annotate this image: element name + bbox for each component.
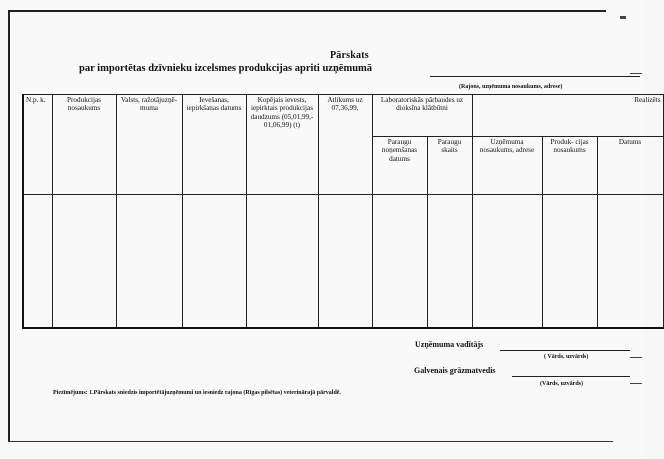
footnote: Piezīmējums: 1.Pārskats sniedzis importētājuzņēmumi un iesniedz rajona (Rīgas pilsētas) veterinārajā pārvaldē. — [53, 390, 341, 396]
frame-left-line — [8, 10, 10, 442]
frame-top-line — [8, 10, 606, 12]
table-cell — [472, 195, 542, 328]
table-row — [23, 195, 663, 328]
head-signature-line — [500, 350, 630, 351]
header-balance: Atlikums uz 07,36,99, — [318, 95, 372, 195]
table-cell — [23, 195, 52, 328]
table-cell — [182, 195, 246, 328]
header-country: Valsts, ražotājuzņē- muma — [116, 95, 182, 195]
header-sample-date: Paraugu noņemšanas datums — [372, 137, 427, 195]
header-total-quantity: Kopējais ievests, iepirktais produkcijas daudzums (05,01,99,- 01,06,99) (t) — [246, 95, 318, 195]
accountant-signature-label: Galvenais grāzmatvedis — [414, 366, 496, 375]
table-cell — [427, 195, 472, 328]
header-lab-group: Laboratoriskās pārbaudes uz dioksīna klātbūtni — [372, 95, 472, 137]
header-np: N.p. k. — [23, 95, 52, 195]
accountant-signature-line — [512, 376, 630, 377]
accountant-signature-note: (Vārds, uzvārds) — [540, 381, 583, 387]
document-subtitle: par importētas dzīvnieku izcelsmes produkcijas apriti uzņēmumā — [79, 63, 373, 74]
table-cell — [246, 195, 318, 328]
table-cell — [318, 195, 372, 328]
table-cell — [597, 195, 663, 328]
table-cell — [542, 195, 597, 328]
header-date: Datums — [597, 137, 663, 195]
header-company-name: Uzņēmuma nosaukums, adrese — [472, 137, 542, 195]
header-realized-group: Realizēts — [472, 95, 663, 137]
header-sample-count: Paraugu skaits — [427, 137, 472, 195]
frame-bottom-line — [8, 441, 613, 442]
table-cell — [372, 195, 427, 328]
edge-dash — [630, 383, 642, 384]
edge-dash — [630, 357, 642, 358]
report-table — [22, 94, 664, 329]
edge-dash — [630, 73, 642, 74]
table-cell — [52, 195, 116, 328]
header-import-date: Ievešanas, iepirkšanas datums — [182, 95, 246, 195]
region-note: (Rajons, uzņēmuma nosaukums, adrese) — [459, 84, 563, 90]
document-title: Pārskats — [330, 50, 369, 61]
subtitle-underline — [430, 76, 640, 77]
edge-mark — [620, 16, 626, 19]
header-product-name-2: Produk- cijas nosaukums — [542, 137, 597, 195]
head-signature-note: ( Vārds, uzvārds) — [544, 354, 589, 360]
head-signature-label: Uzņēmuma vadītājs — [415, 340, 484, 349]
table-cell — [116, 195, 182, 328]
header-product-name: Produkcijas nosaukums — [52, 95, 116, 195]
